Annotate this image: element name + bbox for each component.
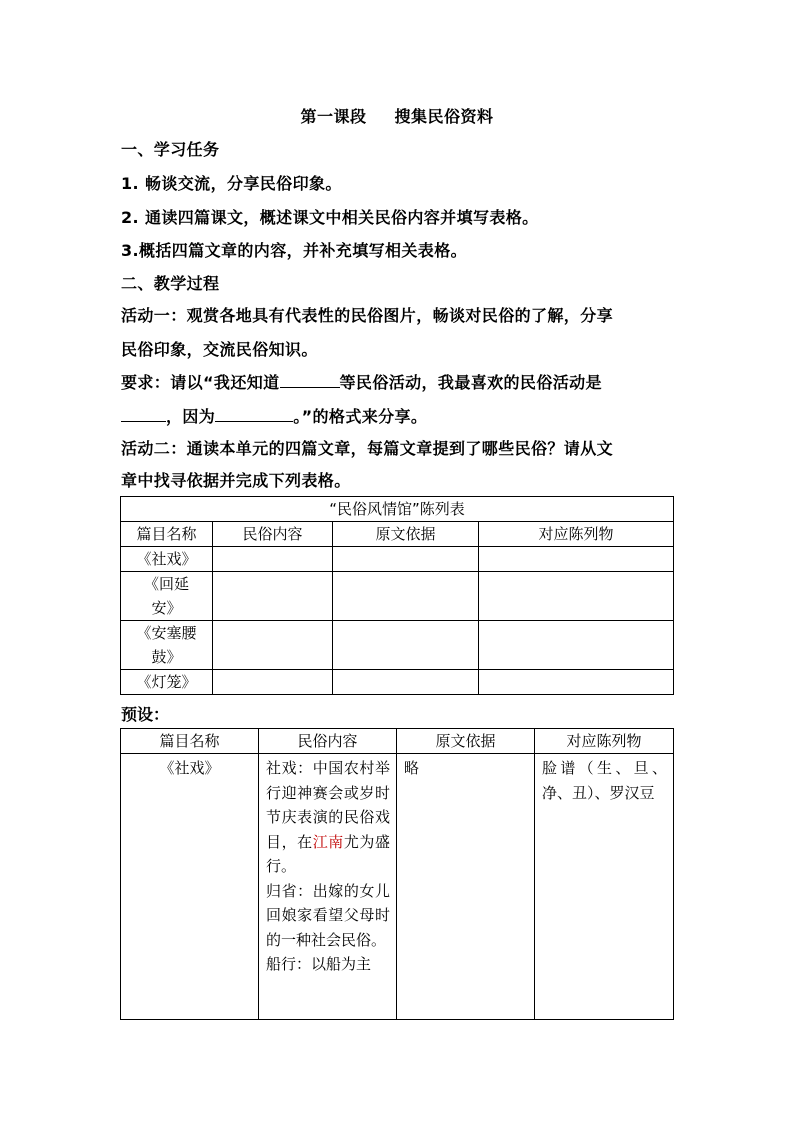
header-title: 篇目名称 <box>121 522 213 547</box>
requirement-text-d: 。”的格式来分享。 <box>293 407 428 426</box>
header-custom-content: 民俗内容 <box>259 729 397 754</box>
page-title <box>0 104 794 127</box>
row-title-cell: 《灯笼》 <box>121 670 213 695</box>
content-text-1: 社戏：中国农村举行迎神赛会或岁时节庆表演的民俗戏目，在 <box>266 759 390 851</box>
fill-blank-1 <box>280 373 340 388</box>
empty-cell[interactable] <box>479 572 674 621</box>
exhibit-cell: 脸谱（生、旦、净、丑）、罗汉豆 <box>535 754 674 1020</box>
activity1-line-1: 活动一：观赏各地具有代表性的民俗图片，畅谈对民俗的了解，分享 <box>121 306 614 325</box>
header-source-basis: 原文依据 <box>397 729 535 754</box>
source-basis-cell: 略 <box>397 754 535 1020</box>
empty-cell[interactable] <box>213 621 333 670</box>
header-exhibit: 对应陈列物 <box>535 729 674 754</box>
title-part-2: 搜集民俗资料 <box>394 107 494 126</box>
content-text-4: 船行：以船为主 <box>266 955 372 973</box>
empty-cell[interactable] <box>479 621 674 670</box>
requirement-line-1 <box>121 370 681 393</box>
fill-blank-3 <box>215 407 293 422</box>
requirement-text-b: 等民俗活动，我最喜欢的民俗活动是 <box>339 373 602 392</box>
row-title-cell: 《社戏》 <box>121 754 259 1020</box>
header-custom-content: 民俗内容 <box>213 522 333 547</box>
requirement-text-c: ，因为 <box>166 407 216 426</box>
header-exhibit: 对应陈列物 <box>479 522 674 547</box>
preset-table <box>120 728 674 1020</box>
empty-cell[interactable] <box>333 572 479 621</box>
content-highlight: 江南 <box>312 832 344 851</box>
row-title-cell: 《回延 安》 <box>121 572 213 621</box>
table-row <box>121 621 674 670</box>
content-text-2: 尤为盛行。 <box>266 832 390 875</box>
exhibit-table-header <box>121 522 674 547</box>
table-row <box>121 572 674 621</box>
fill-blank-2 <box>121 407 166 422</box>
empty-cell[interactable] <box>213 572 333 621</box>
empty-cell[interactable] <box>479 670 674 695</box>
exhibit-table-caption: “民俗风情馆”陈列表 <box>121 497 674 522</box>
section1-heading: 一、学习任务 <box>121 140 220 159</box>
task-item-1: 1. 畅谈交流，分享民俗印象。 <box>121 174 342 193</box>
title-part-1: 第一课段 <box>300 107 367 126</box>
empty-cell[interactable] <box>333 621 479 670</box>
preset-label: 预设： <box>121 705 170 724</box>
row-title-cell: 《社戏》 <box>121 547 213 572</box>
section2-heading: 二、教学过程 <box>121 274 220 293</box>
header-title: 篇目名称 <box>121 729 259 754</box>
empty-cell[interactable] <box>213 547 333 572</box>
table-row <box>121 547 674 572</box>
requirement-line-2 <box>121 404 681 427</box>
header-source-basis: 原文依据 <box>333 522 479 547</box>
row-title-cell: 《安塞腰 鼓》 <box>121 621 213 670</box>
table-row <box>121 670 674 695</box>
activity2-line-1: 活动二：通读本单元的四篇文章，每篇文章提到了哪些民俗？请从文 <box>121 439 614 458</box>
custom-content-cell <box>259 754 397 1020</box>
requirement-text-a: 要求：请以“我还知道 <box>121 373 280 392</box>
table-row <box>121 754 674 1020</box>
preset-table-header <box>121 729 674 754</box>
task-item-2: 2. 通读四篇课文，概述课文中相关民俗内容并填写表格。 <box>121 208 539 227</box>
task-item-3: 3.概括四篇文章的内容，并补充填写相关表格。 <box>121 241 468 260</box>
content-text-3: 归省：出嫁的女儿回娘家看望父母时的一种社会民俗。 <box>266 881 390 949</box>
empty-cell[interactable] <box>213 670 333 695</box>
activity1-line-2: 民俗印象，交流民俗知识。 <box>121 340 318 359</box>
empty-cell[interactable] <box>333 547 479 572</box>
empty-cell[interactable] <box>333 670 479 695</box>
exhibit-table <box>120 496 674 695</box>
empty-cell[interactable] <box>479 547 674 572</box>
activity2-line-2: 章中找寻依据并完成下列表格。 <box>121 471 351 490</box>
